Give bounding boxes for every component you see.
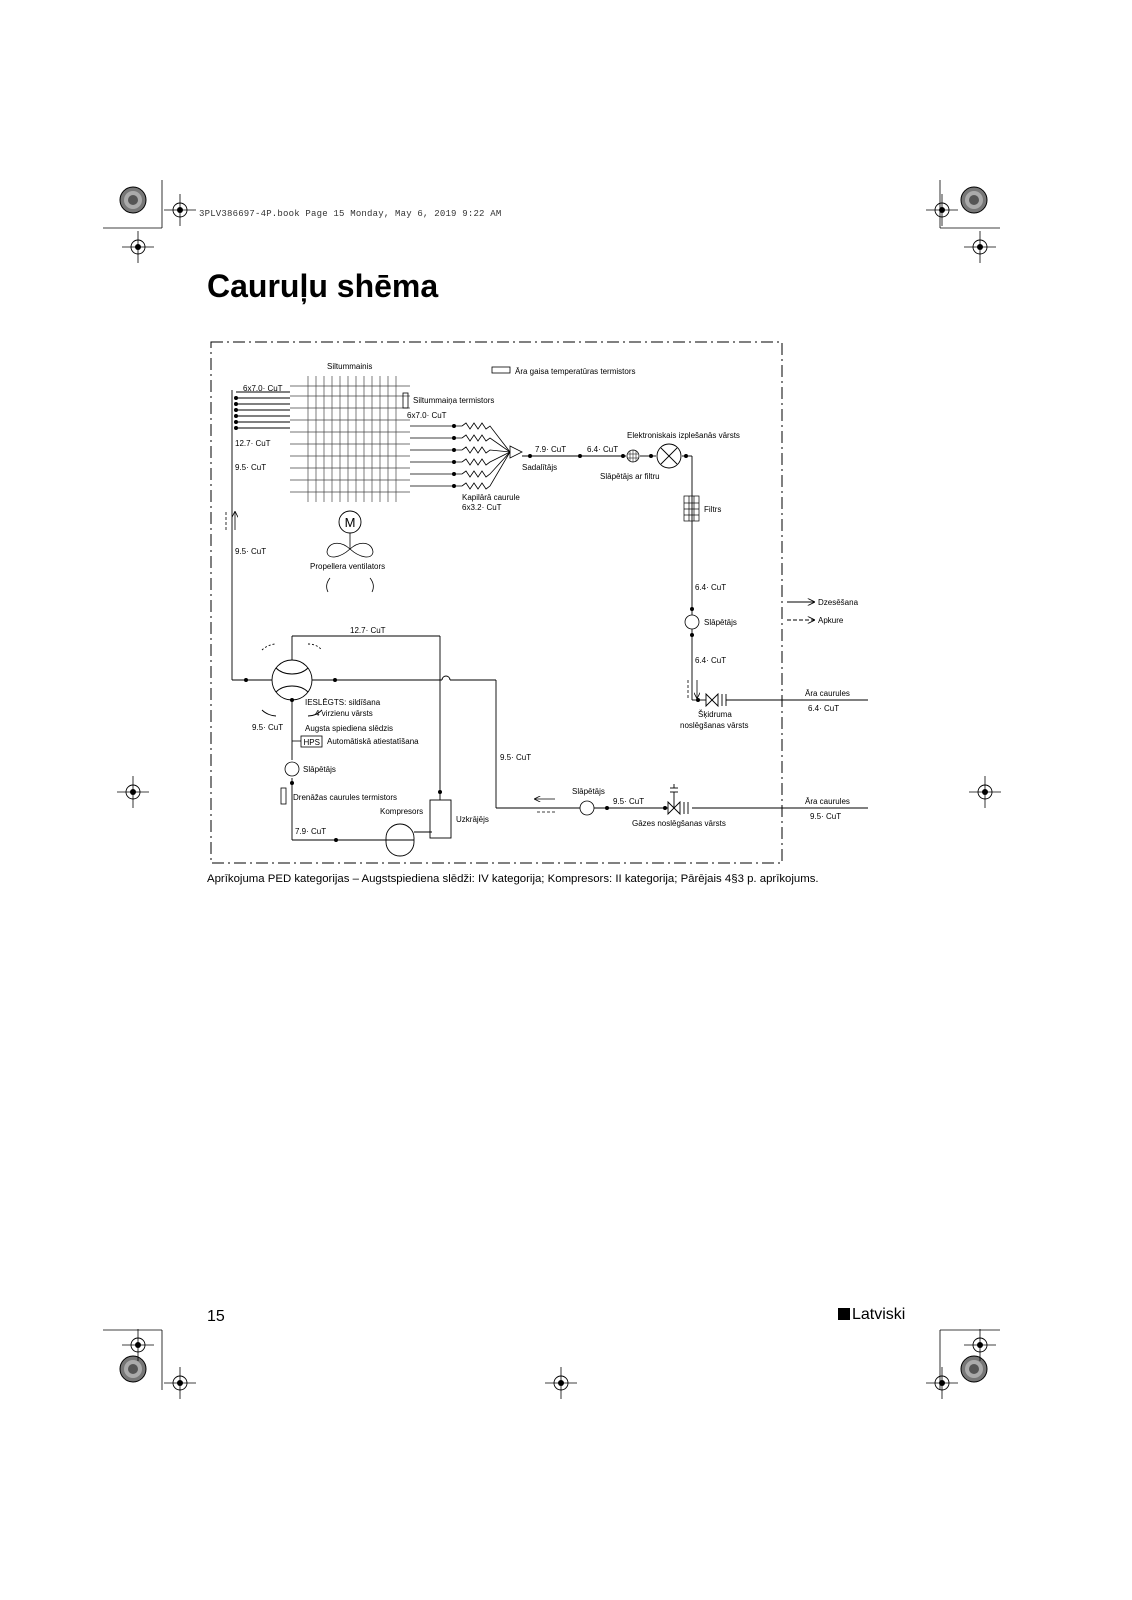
pipe-joint [696,698,700,702]
registration-dot-icon [120,187,146,213]
accumulator-label: Uzkrājējs [456,815,489,824]
registration-dot-icon [961,187,987,213]
pipe-label: 9.5· CuT [235,463,267,472]
accumulator-icon [430,800,451,838]
heat-exchanger-label: Siltummainis [327,362,373,371]
muffler-icon [685,615,699,629]
registration-mark-icon [122,1329,154,1361]
registration-dot-icon [961,1356,987,1382]
left-header-pipes [232,390,290,680]
capillary-label: Kapilārā caurule [462,493,520,502]
registration-mark-icon [164,1367,196,1399]
registration-mark-icon [969,776,1001,808]
pipe-label: 7.9· CuT [535,445,567,454]
compressor-label: Kompresors [380,807,424,816]
auto-reset-label: Automātiskā atiestatīšana [327,737,419,746]
page-title: Cauruļu shēma [207,268,439,304]
left-header-joints [234,396,238,430]
pipe-label: 12.7· CuT [235,439,271,448]
registration-mark-icon [964,1329,996,1361]
square-bullet-icon [838,1308,850,1320]
gas-valve-label: Gāzes noslēgšanas vārsts [632,819,726,828]
drain-thermistor-label: Drenāžas caurules termistors [293,793,398,802]
pipe-label: 9.5· CuT [613,797,645,806]
top-liquid-line [522,456,692,700]
pipe-label: 6.4· CuT [695,656,727,665]
four-way-valve-label-2: 4 virzienu vārsts [315,709,373,718]
pipe-label: 6x7.0· CuT [243,384,283,393]
muffler-icon [580,801,594,815]
muffler-icon [285,762,299,776]
fan-label: Propellera ventilators [310,562,386,571]
registration-mark-icon [926,1367,958,1399]
language-text: Latviski [852,1306,906,1323]
registration-mark-icon [926,194,958,226]
liquid-valve-label: Šķidruma [698,710,732,719]
pipe-label: 6.4· CuT [808,704,840,713]
hp-switch-label: Augsta spiediena slēdzis [305,724,394,733]
pipe-label: 9.5· CuT [252,723,284,732]
capillary-joints [452,424,456,488]
filter-label: Filtrs [704,505,722,514]
muffler-filter-grid [628,450,638,462]
registration-dot-icon [120,1356,146,1382]
pipe-joint [690,607,694,611]
drain-thermistor-icon [281,788,286,804]
flow-arrow-icon [688,680,697,698]
page-number: 15 [207,1308,225,1325]
liquid-valve-label-2: noslēgšanas vārsts [680,721,749,730]
registration-mark-icon [164,194,196,226]
expansion-valve-icon [657,444,681,468]
exchanger-thermistor-label: Siltummaiņa termistors [413,396,495,405]
language-label [838,1306,905,1324]
pipe-label: 9.5· CuT [235,547,267,556]
flow-arrow-icon [226,512,235,530]
muffler-filter-label: Slāpētājs ar filtru [600,472,660,481]
footnote: Aprīkojuma PED kategorijas – Augstspiediena slēdži: IV kategorija; Kompresors: II kategorija; Pārējais 4§3 p. aprīkojums. [207,873,819,885]
outdoor-thermistor-label: Āra gaisa temperatūras termistors [515,367,636,376]
outdoor-pipes-label: Āra caurules [805,797,850,806]
compressor-icon [386,824,432,856]
pipe-label: 9.5· CuT [500,753,532,762]
gas-stop-valve-icon [668,784,688,814]
registration-mark-icon [545,1367,577,1399]
heat-exchanger [290,376,410,502]
distributor-icon [510,446,522,458]
registration-mark-icon [117,776,149,808]
crop-marks [103,180,1000,1390]
muffler-label: Slāpētājs [572,787,605,796]
distributor-label: Sadalītājs [522,463,558,472]
registration-mark-icon [122,231,154,263]
expansion-valve-label: Elektroniskais izplešanās vārsts [627,431,740,440]
muffler-label: Slāpētājs [704,618,737,627]
legend-cooling-label: Dzesēšana [818,598,859,607]
registration-mark-icon [964,231,996,263]
capillary-size-label: 6x3.2· CuT [462,503,502,512]
pipe-label: 7.9· CuT [295,827,327,836]
pipe-label: 6.4· CuT [695,583,727,592]
exchanger-thermistor-icon [403,393,408,408]
fan-motor-label: M [344,515,356,530]
filter-icon [684,496,699,521]
pipe-label: 6x7.0· CuT [407,411,447,420]
pipe-joint [690,633,694,637]
flow-arrow-icon [535,799,555,812]
outdoor-thermistor-icon [492,367,510,373]
pipe-label: 9.5· CuT [810,812,842,821]
book-header-line: 3PLV386697-4P.book Page 15 Monday, May 6, 2019 9:22 AM [199,209,502,219]
pipe-label: 12.7· CuT [350,626,386,635]
capillary-tubes [410,423,510,489]
outdoor-pipes-label: Āra caurules [805,689,850,698]
hps-label: HPS [303,738,320,747]
pipe-label: 6.4· CuT [587,445,619,454]
legend-heating-label: Apkure [818,616,844,625]
four-way-valve-label: IESLĒGTS: sildīšana [305,698,381,707]
muffler-label: Slāpētājs [303,765,336,774]
